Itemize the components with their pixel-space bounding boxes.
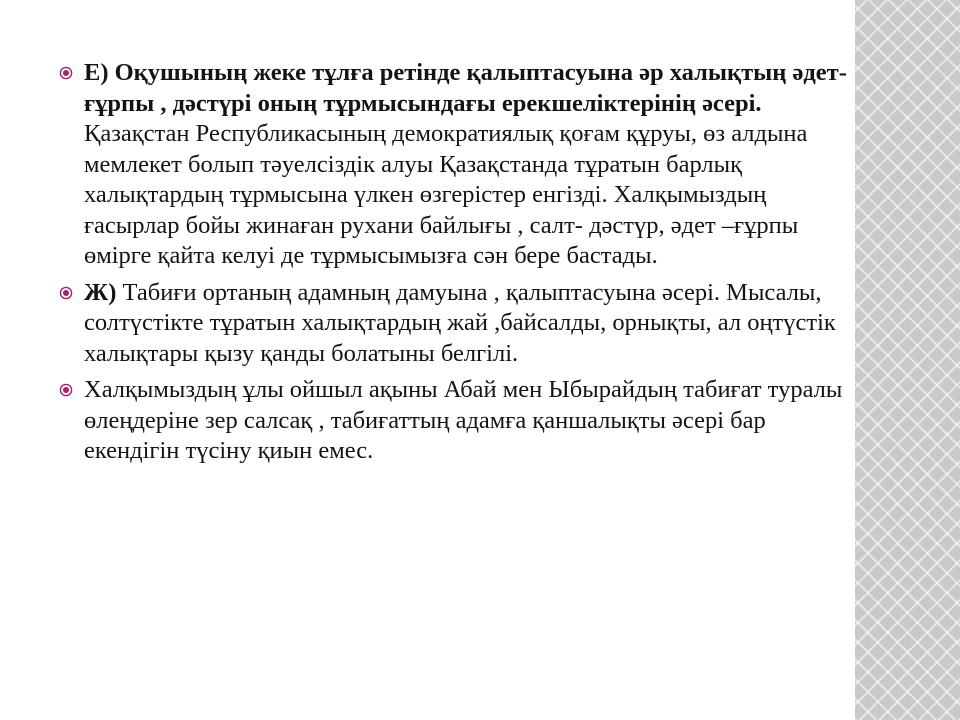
bullet-bold-text: Е) Оқушының жеке тұлға ретінде қалыптасуына әр халықтың әдет-ғұрпы , дәстүрі оның тұрмысындағы ерекшеліктерінің әсері. <box>84 59 847 117</box>
bullet-item <box>58 278 848 370</box>
circle-bullet-icon <box>59 383 73 397</box>
decorative-side-band <box>855 0 960 720</box>
circle-bullet-icon <box>59 286 73 300</box>
bullet-bold-text: Ж) <box>84 278 117 306</box>
bullet-text: Халқымыздың ұлы ойшыл ақыны Абай мен Ыбырайдың табиғат туралы өлеңдеріне зер салсақ , табиғаттың адамға қаншалықты әсері бар екендігін түсіну қиын емес. <box>84 376 843 464</box>
bullet-text: Қазақстан Республикасының демократиялық қоғам құруы, өз алдына мемлекет болып тәуелсіздік алуы Қазақстанда тұратын барлық халықтардың тұрмысына үлкен өзгерістер енгізді. Халқымыздың ғасырлар бойы жинаған рухани байлығы , салт- дәстүр, әдет –ғұрпы өмірге қайта келуі де тұрмысымызға сән бере бастады. <box>84 120 808 269</box>
slide-content <box>58 58 848 473</box>
bullet-item <box>58 375 848 467</box>
bullet-item <box>58 58 848 272</box>
circle-bullet-icon <box>59 66 73 80</box>
bullet-text: Табиғи ортаның адамның дамуына , қалыптасуына әсері. Мысалы, солтүстікте тұратын халықтардың жай ,байсалды, орнықты, ал оңтүстік халықтары қызу қанды болатыны белгілі. <box>84 278 836 367</box>
